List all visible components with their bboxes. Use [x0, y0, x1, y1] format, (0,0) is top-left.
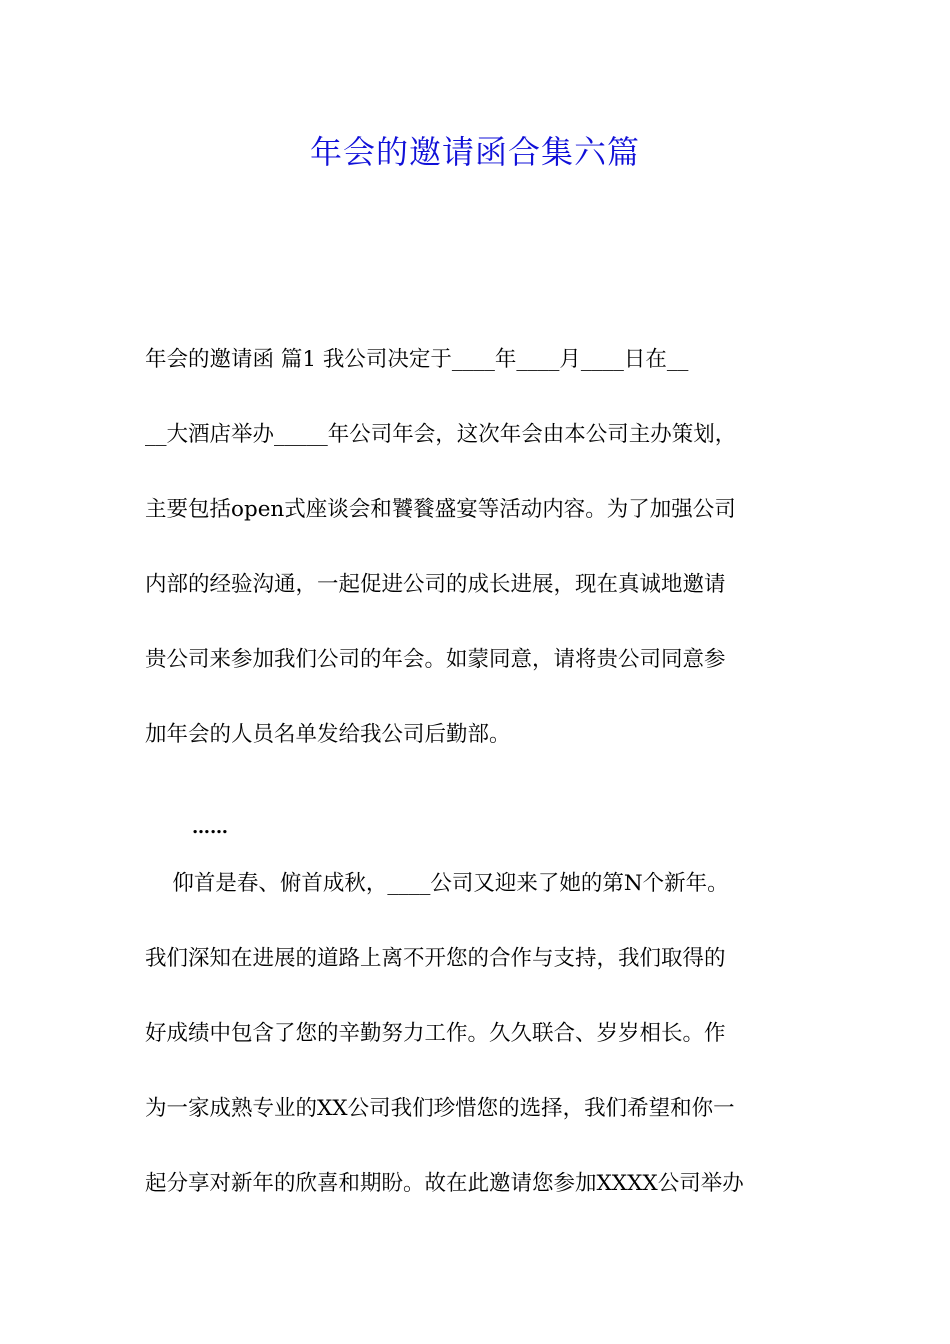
document-title: 年会的邀请函合集六篇 — [309, 133, 640, 171]
paragraph-line: 内部的经验沟通，一起促进公司的成长进展，现在真诚地邀请 — [145, 572, 726, 597]
paragraph-line: 贵公司来参加我们公司的年会。如蒙同意，请将贵公司同意参 — [145, 647, 726, 672]
paragraph-line: 我们深知在进展的道路上离不开您的合作与支持，我们取得的 — [145, 946, 726, 971]
ellipsis-separator: …… — [192, 817, 228, 838]
paragraph-line: 起分享对新年的欣喜和期盼。故在此邀请您参加XXXX公司举办 — [145, 1171, 744, 1196]
paragraph-line: 加年会的人员名单发给我公司后勤部。 — [145, 722, 511, 747]
section-2-paragraph — [145, 869, 813, 1209]
paragraph-line: 仰首是春、俯首成秋，____公司又迎来了她的第N个新年。 — [145, 871, 729, 896]
paragraph-line: 好成绩中包含了您的辛勤努力工作。久久联合、岁岁相长。作 — [145, 1021, 726, 1046]
paragraph-line: 年会的邀请函 篇1 我公司决定于____年____月____日在__ — [145, 347, 689, 372]
paragraph-line: __大酒店举办_____年公司年会，这次年会由本公司主办策划， — [145, 422, 737, 447]
paragraph-line: 为一家成熟专业的XX公司我们珍惜您的选择，我们希望和你一 — [145, 1096, 735, 1121]
paragraph-line: 主要包括open式座谈会和饕餮盛宴等活动内容。为了加强公司 — [145, 497, 736, 522]
section-1-paragraph — [145, 345, 813, 745]
